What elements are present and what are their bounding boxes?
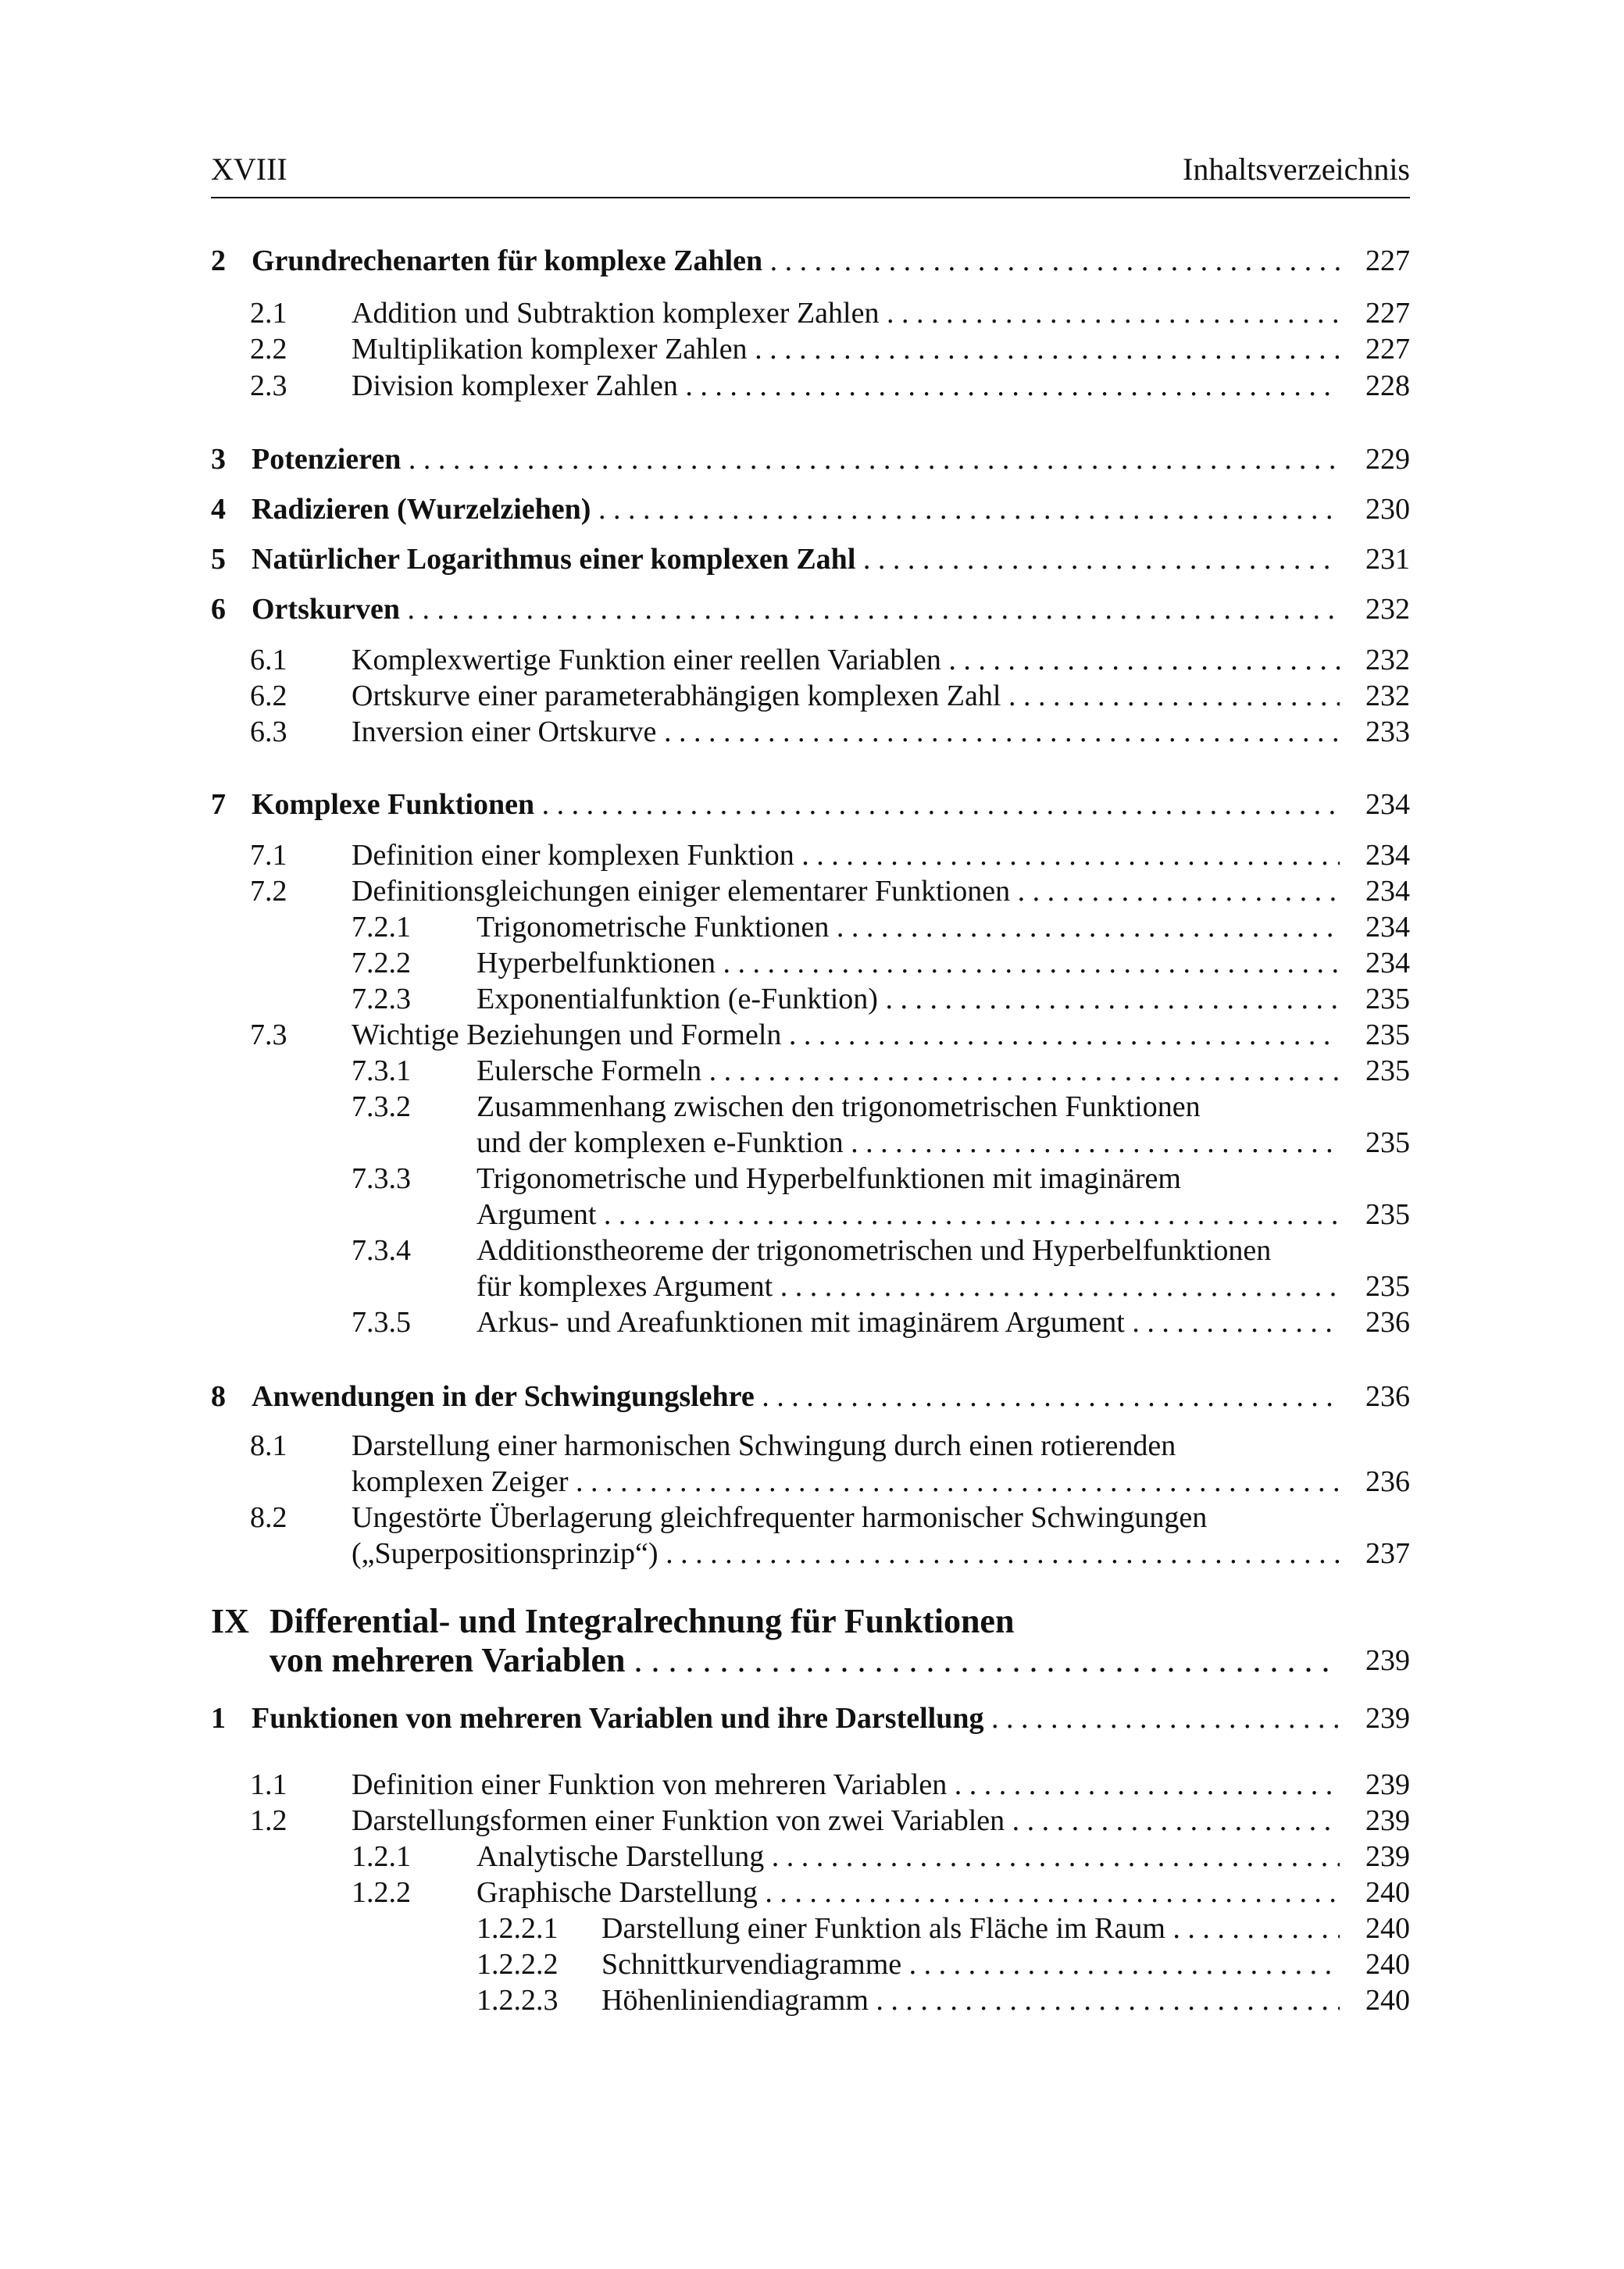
entry-number: 7.3.2 bbox=[352, 1090, 411, 1123]
entry-number: 8.2 bbox=[250, 1501, 287, 1534]
entry-page-number: 234 bbox=[1358, 837, 1410, 873]
toc-entry[interactable] bbox=[211, 1304, 1410, 1340]
toc-entry[interactable] bbox=[211, 1089, 1410, 1125]
toc-entry[interactable] bbox=[211, 1700, 1410, 1736]
entry-title: Höhenliniendiagramm . . . bbox=[601, 1982, 1340, 2018]
toc-entry[interactable] bbox=[211, 1500, 1410, 1536]
entry-number: 6 bbox=[211, 593, 226, 626]
entry-page-number: 239 bbox=[1358, 1803, 1410, 1839]
entry-number: 1.2.2 bbox=[352, 1876, 411, 1909]
entry-page-number: 235 bbox=[1358, 1268, 1410, 1304]
entry-title: Wichtige Beziehungen und Formeln . . . bbox=[352, 1017, 1340, 1053]
entry-title: Inversion einer Ortskurve . . . bbox=[352, 714, 1340, 750]
toc-entry[interactable] bbox=[211, 1379, 1410, 1415]
entry-title: Argument . . . bbox=[476, 1197, 1340, 1233]
entry-title: Trigonometrische und Hyperbelfunktionen mit imaginärem bbox=[476, 1162, 1181, 1195]
entry-number: 1.1 bbox=[250, 1768, 287, 1801]
entry-page-number: 235 bbox=[1358, 1053, 1410, 1089]
entry-page-number: 234 bbox=[1358, 945, 1410, 981]
page-header bbox=[211, 152, 1410, 198]
toc-entry[interactable] bbox=[211, 1428, 1410, 1464]
entry-title: Schnittkurvendiagramme . . . bbox=[601, 1946, 1340, 1982]
toc-entry[interactable] bbox=[211, 441, 1410, 477]
entry-page-number: 232 bbox=[1358, 678, 1410, 714]
entry-title: Darstellungsformen einer Funktion von zwei Variablen . . . bbox=[352, 1803, 1340, 1839]
entry-title: Radizieren (Wurzelziehen) . . . bbox=[252, 491, 1340, 527]
entry-title: Additionstheoreme der trigonometrischen und Hyperbelfunktionen bbox=[476, 1234, 1272, 1267]
entry-title: Definitionsgleichungen einiger elementarer Funktionen . . . bbox=[352, 873, 1340, 909]
entry-number: 7.1 bbox=[250, 839, 287, 872]
entry-number: 2 bbox=[211, 244, 226, 277]
entry-title: für komplexes Argument . . . bbox=[476, 1268, 1340, 1304]
toc-entry[interactable] bbox=[211, 1233, 1410, 1268]
entry-page-number: 228 bbox=[1358, 368, 1410, 404]
entry-number: 1 bbox=[211, 1702, 226, 1735]
entry-number: 3 bbox=[211, 443, 226, 476]
running-title: Inhaltsverzeichnis bbox=[1183, 152, 1410, 187]
entry-number: 2.2 bbox=[250, 333, 287, 366]
entry-title: Hyperbelfunktionen . . . bbox=[476, 945, 1340, 981]
entry-number: 7.3.5 bbox=[352, 1306, 411, 1339]
toc-entry[interactable] bbox=[211, 1268, 1410, 1304]
entry-page-number: 239 bbox=[1358, 1700, 1410, 1736]
entry-page-number: 232 bbox=[1358, 642, 1410, 678]
entry-page-number: 229 bbox=[1358, 441, 1410, 477]
entry-number: 7.2.1 bbox=[352, 911, 411, 944]
entry-title: Division komplexer Zahlen . . . bbox=[352, 368, 1340, 404]
entry-page-number: 230 bbox=[1358, 491, 1410, 527]
entry-number: 1.2.2.1 bbox=[476, 1912, 559, 1945]
toc-entry[interactable] bbox=[211, 837, 1410, 873]
toc-entry[interactable] bbox=[211, 642, 1410, 678]
entry-title: Funktionen von mehreren Variablen und ihre Darstellung . . . bbox=[252, 1700, 1340, 1736]
toc-entry[interactable] bbox=[211, 295, 1410, 331]
toc-entry[interactable] bbox=[211, 873, 1410, 909]
entry-title: Addition und Subtraktion komplexer Zahlen . . . bbox=[352, 295, 1340, 331]
entry-number: 7.2.2 bbox=[352, 947, 411, 979]
entry-title: Komplexe Funktionen . . . bbox=[252, 787, 1340, 822]
toc-entry[interactable] bbox=[211, 1839, 1410, 1875]
entry-page-number: 240 bbox=[1358, 1946, 1410, 1982]
entry-page-number: 239 bbox=[1358, 1839, 1410, 1875]
entry-title: Trigonometrische Funktionen . . . bbox=[476, 909, 1340, 945]
entry-title: Multiplikation komplexer Zahlen . . . bbox=[352, 331, 1340, 367]
entry-page-number: 235 bbox=[1358, 1125, 1410, 1161]
entry-title: Eulersche Formeln . . . bbox=[476, 1053, 1340, 1089]
toc-entry[interactable] bbox=[211, 1767, 1410, 1803]
toc-entry[interactable] bbox=[211, 1982, 1410, 2018]
entry-title: Anwendungen in der Schwingungslehre . . . bbox=[252, 1379, 1340, 1415]
entry-title: Exponentialfunktion (e-Funktion) . . . bbox=[476, 981, 1340, 1017]
entry-title: Definition einer komplexen Funktion . . . bbox=[352, 837, 1340, 873]
toc-entry[interactable] bbox=[211, 491, 1410, 527]
toc-entry[interactable] bbox=[211, 1017, 1410, 1053]
entry-page-number: 231 bbox=[1358, 541, 1410, 577]
entry-page-number: 227 bbox=[1358, 243, 1410, 279]
entry-number: 7 bbox=[211, 788, 226, 821]
entry-title: Grundrechenarten für komplexe Zahlen . . . bbox=[252, 243, 1340, 279]
entry-page-number: 236 bbox=[1358, 1379, 1410, 1415]
toc-entry[interactable] bbox=[211, 678, 1410, 714]
entry-number: 7.2.3 bbox=[352, 983, 411, 1015]
entry-title: Darstellung einer Funktion als Fläche im Raum . . . bbox=[601, 1910, 1340, 1946]
entry-title: Definition einer Funktion von mehreren Variablen . . . bbox=[352, 1767, 1340, 1803]
toc-entry[interactable] bbox=[211, 1197, 1410, 1233]
entry-number: 7.3.4 bbox=[352, 1234, 411, 1267]
toc-entry[interactable] bbox=[211, 1946, 1410, 1982]
toc-entry[interactable] bbox=[211, 1536, 1410, 1572]
entry-page-number: 236 bbox=[1358, 1304, 1410, 1340]
toc-entry[interactable] bbox=[211, 541, 1410, 577]
entry-page-number: 234 bbox=[1358, 909, 1410, 945]
chapter-number: IX bbox=[211, 1602, 249, 1640]
toc-entry[interactable] bbox=[211, 787, 1410, 822]
entry-title: Arkus- und Areafunktionen mit imaginärem Argument . . . bbox=[476, 1304, 1340, 1340]
toc-entry[interactable] bbox=[211, 1464, 1410, 1500]
page-number-roman: XVIII bbox=[211, 152, 287, 187]
entry-title: Darstellung einer harmonischen Schwingung durch einen rotierenden bbox=[352, 1429, 1176, 1462]
toc-entry[interactable] bbox=[211, 243, 1410, 279]
toc-entry[interactable] bbox=[211, 1875, 1410, 1910]
toc-entry[interactable] bbox=[211, 1910, 1410, 1946]
entry-page-number: 240 bbox=[1358, 1910, 1410, 1946]
entry-number: 1.2.2.3 bbox=[476, 1984, 559, 2017]
entry-number: 8 bbox=[211, 1380, 226, 1413]
chapter-title-line2: von mehreren Variablen . . . bbox=[269, 1640, 1340, 1681]
entry-title: Natürlicher Logarithmus einer komplexen Zahl . . . bbox=[252, 541, 1340, 577]
entry-title: Graphische Darstellung . . . bbox=[476, 1875, 1340, 1910]
toc-entry[interactable] bbox=[211, 1803, 1410, 1839]
entry-page-number: 227 bbox=[1358, 331, 1410, 367]
entry-page-number: 234 bbox=[1358, 873, 1410, 909]
entry-number: 1.2.2.2 bbox=[476, 1948, 559, 1981]
entry-page-number: 235 bbox=[1358, 981, 1410, 1017]
entry-page-number: 240 bbox=[1358, 1875, 1410, 1910]
entry-number: 7.3.3 bbox=[352, 1162, 411, 1195]
entry-number: 4 bbox=[211, 493, 226, 526]
entry-title: Ungestörte Überlagerung gleichfrequenter harmonischer Schwingungen bbox=[352, 1501, 1208, 1534]
toc-entry[interactable] bbox=[211, 909, 1410, 945]
entry-title: Analytische Darstellung . . . bbox=[476, 1839, 1340, 1875]
toc-entry[interactable] bbox=[211, 1053, 1410, 1089]
entry-page-number: 234 bbox=[1358, 787, 1410, 822]
toc-entry[interactable] bbox=[211, 1161, 1410, 1197]
toc-entry[interactable] bbox=[211, 981, 1410, 1017]
toc-entry[interactable] bbox=[211, 714, 1410, 750]
toc-entry[interactable] bbox=[211, 368, 1410, 404]
entry-number: 2.1 bbox=[250, 297, 287, 330]
entry-number: 8.1 bbox=[250, 1429, 287, 1462]
entry-number: 1.2.1 bbox=[352, 1840, 411, 1873]
toc-entry[interactable] bbox=[211, 591, 1410, 627]
entry-title: Ortskurve einer parameterabhängigen komplexen Zahl . . . bbox=[352, 678, 1340, 714]
entry-number: 7.2 bbox=[250, 875, 287, 908]
entry-number: 6.3 bbox=[250, 715, 287, 748]
entry-number: 2.3 bbox=[250, 369, 287, 402]
entry-title: Zusammenhang zwischen den trigonometrischen Funktionen bbox=[476, 1090, 1201, 1123]
entry-number: 1.2 bbox=[250, 1804, 287, 1837]
entry-title: („Superpositionsprinzip“) . . . bbox=[352, 1536, 1340, 1572]
entry-title: Ortskurven . . . bbox=[252, 591, 1340, 627]
entry-page-number: 235 bbox=[1358, 1017, 1410, 1053]
toc-entry[interactable] bbox=[211, 331, 1410, 367]
entry-page-number: 236 bbox=[1358, 1464, 1410, 1500]
toc-entry[interactable] bbox=[211, 945, 1410, 981]
entry-title: und der komplexen e-Funktion . . . bbox=[476, 1125, 1340, 1161]
chapter-page-number: 239 bbox=[1358, 1640, 1410, 1681]
entry-page-number: 232 bbox=[1358, 591, 1410, 627]
entry-page-number: 227 bbox=[1358, 295, 1410, 331]
chapter-title-line1: Differential- und Integralrechnung für Funktionen bbox=[269, 1602, 1015, 1640]
entry-number: 7.3 bbox=[250, 1019, 287, 1051]
entry-number: 5 bbox=[211, 543, 226, 576]
entry-page-number: 239 bbox=[1358, 1767, 1410, 1803]
entry-title: Komplexwertige Funktion einer reellen Variablen . . . bbox=[352, 642, 1340, 678]
entry-title: Potenzieren . . . bbox=[252, 441, 1340, 477]
entry-number: 6.2 bbox=[250, 680, 287, 712]
entry-title: komplexen Zeiger . . . bbox=[352, 1464, 1340, 1500]
entry-number: 6.1 bbox=[250, 644, 287, 676]
toc-entry[interactable] bbox=[211, 1125, 1410, 1161]
entry-page-number: 235 bbox=[1358, 1197, 1410, 1233]
entry-page-number: 237 bbox=[1358, 1536, 1410, 1572]
entry-page-number: 240 bbox=[1358, 1982, 1410, 2018]
entry-number: 7.3.1 bbox=[352, 1054, 411, 1087]
entry-page-number: 233 bbox=[1358, 714, 1410, 750]
